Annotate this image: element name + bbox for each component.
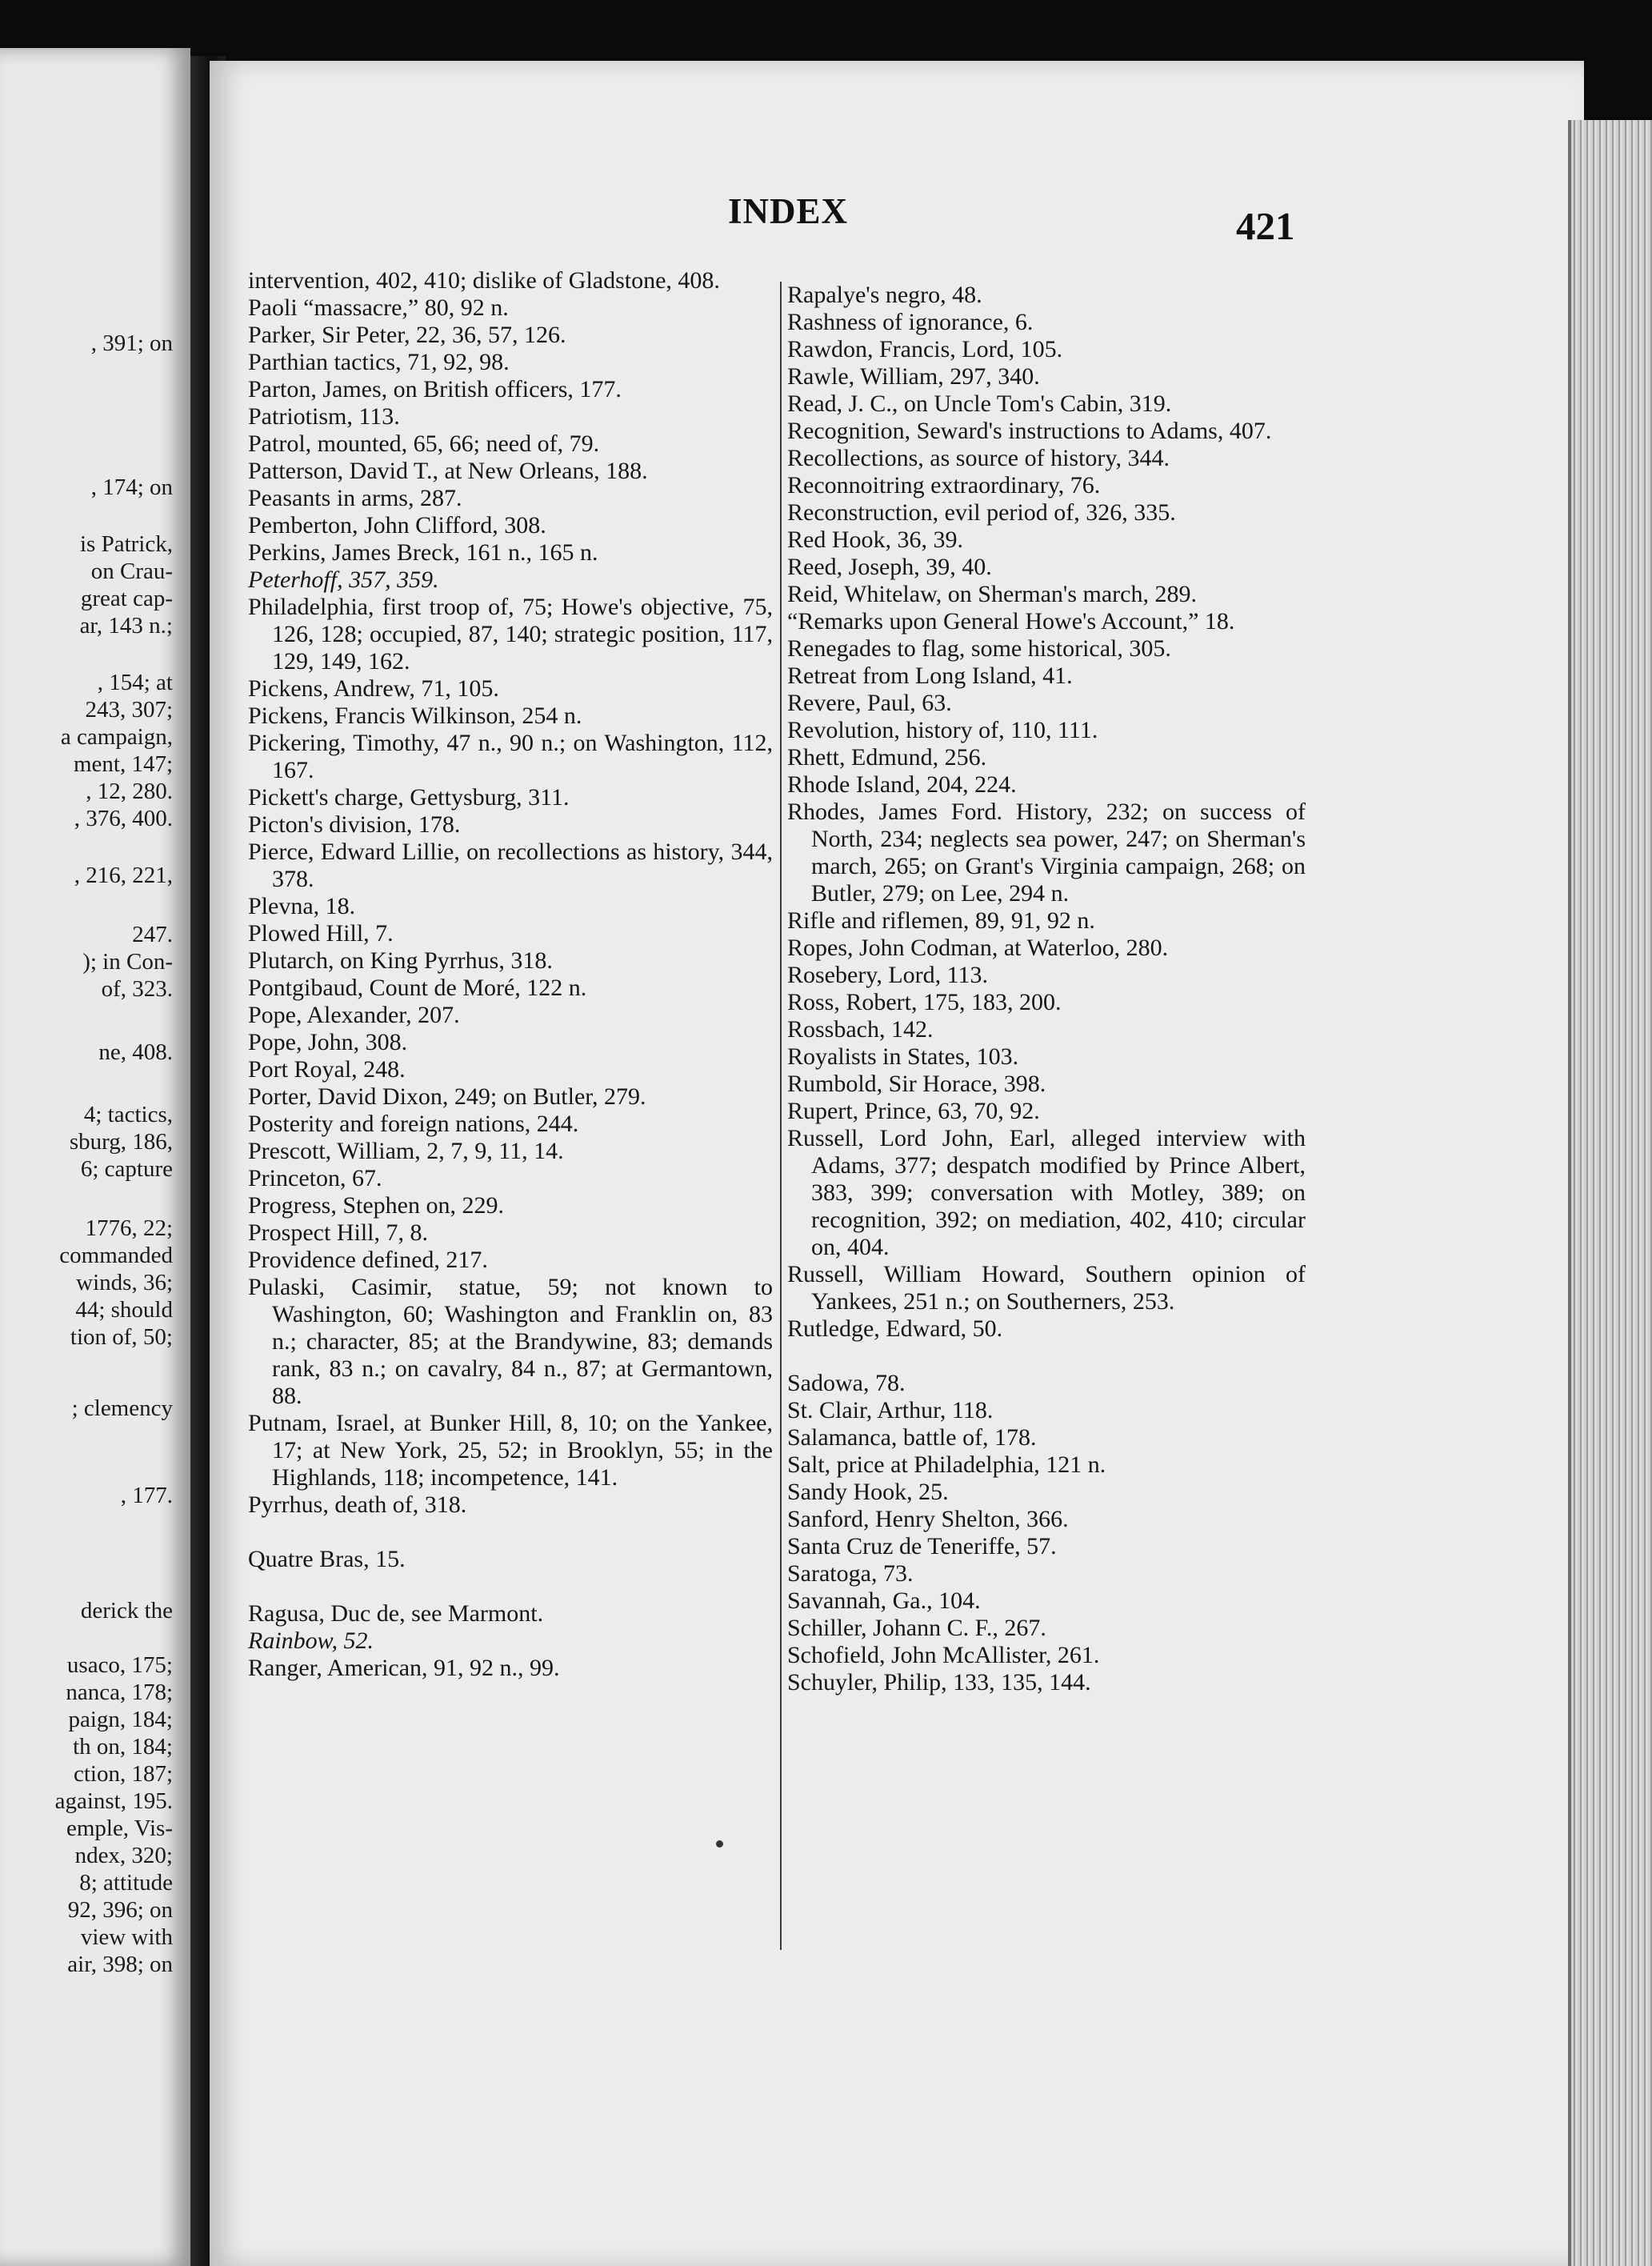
index-entry: Rifle and riflemen, 89, 91, 92 n. bbox=[787, 907, 1095, 934]
index-entry: Schiller, Johann C. F., 267. bbox=[787, 1615, 1046, 1641]
index-entry: Providence defined, 217. bbox=[248, 1247, 488, 1273]
facing-line: 8; attitude bbox=[79, 1870, 173, 1896]
index-entry: Quatre Bras, 15. bbox=[248, 1546, 406, 1572]
index-entry: Pickens, Francis Wilkinson, 254 n. bbox=[248, 703, 582, 729]
index-entry: Read, J. C., on Uncle Tom's Cabin, 319. bbox=[787, 390, 1172, 417]
index-entry: Pickett's charge, Gettysburg, 311. bbox=[248, 784, 570, 811]
facing-line: ); in Con- bbox=[82, 949, 173, 975]
index-entry: Porter, David Dixon, 249; on Butler, 279. bbox=[248, 1083, 646, 1110]
index-entry: Parton, James, on British officers, 177. bbox=[248, 376, 622, 402]
index-entry: Perkins, James Breck, 161 n., 165 n. bbox=[248, 539, 598, 566]
index-entry: Schofield, John McAllister, 261. bbox=[787, 1642, 1100, 1668]
facing-line: 92, 396; on bbox=[67, 1897, 173, 1923]
facing-line: tion of, 50; bbox=[70, 1324, 173, 1350]
facing-line: ment, 147; bbox=[73, 751, 173, 777]
facing-line: 6; capture bbox=[80, 1156, 173, 1182]
index-entry: Princeton, 67. bbox=[248, 1165, 382, 1191]
facing-line: th on, 184; bbox=[73, 1734, 173, 1760]
index-entry: Pickering, Timothy, 47 n., 90 n.; on Washington, 112, 167. bbox=[248, 730, 773, 783]
facing-line: paign, 184; bbox=[68, 1707, 173, 1732]
index-entry: Parker, Sir Peter, 22, 36, 57, 126. bbox=[248, 322, 566, 348]
index-entry: Russell, William Howard, Southern opinion of Yankees, 251 n.; on Southerners, 253. bbox=[787, 1261, 1306, 1315]
facing-line: , 391; on bbox=[90, 330, 173, 356]
index-entry: Port Royal, 248. bbox=[248, 1056, 406, 1083]
stray-mark bbox=[716, 1840, 723, 1848]
index-entry: Plevna, 18. bbox=[248, 893, 356, 919]
running-title: INDEX bbox=[728, 191, 849, 231]
facing-line: ndex, 320; bbox=[74, 1843, 173, 1868]
index-entry: Rhodes, James Ford. History, 232; on success of North, 234; neglects sea power, 247; on Sherman's march, 265; on Grant's Virginia campaign, 268; on Butler, 279; on Lee, 294 n. bbox=[787, 799, 1306, 907]
index-entry: Posterity and foreign nations, 244. bbox=[248, 1111, 579, 1137]
index-entry: Patriotism, 113. bbox=[248, 403, 400, 430]
facing-line: 44; should bbox=[75, 1297, 173, 1323]
index-entry: Parthian tactics, 71, 92, 98. bbox=[248, 349, 510, 375]
facing-line: air, 398; on bbox=[67, 1952, 173, 1977]
index-entry: Pyrrhus, death of, 318. bbox=[248, 1491, 467, 1518]
index-entry: Prescott, William, 2, 7, 9, 11, 14. bbox=[248, 1138, 564, 1164]
index-entry: Pontgibaud, Count de Moré, 122 n. bbox=[248, 975, 587, 1001]
facing-line: a campaign, bbox=[60, 724, 173, 750]
facing-line: 243, 307; bbox=[85, 697, 173, 723]
facing-line: , 12, 280. bbox=[86, 779, 173, 804]
facing-line: , 177. bbox=[120, 1483, 173, 1508]
index-entry: Red Hook, 36, 39. bbox=[787, 526, 963, 553]
page-number: 421 bbox=[1236, 204, 1295, 248]
index-entry: Plutarch, on King Pyrrhus, 318. bbox=[248, 947, 553, 974]
index-entry: Ranger, American, 91, 92 n., 99. bbox=[248, 1655, 560, 1681]
facing-line: nanca, 178; bbox=[66, 1679, 173, 1705]
index-entry: Royalists in States, 103. bbox=[787, 1043, 1019, 1070]
index-entry: Rumbold, Sir Horace, 398. bbox=[787, 1071, 1046, 1097]
index-entry: Santa Cruz de Teneriffe, 57. bbox=[787, 1533, 1057, 1559]
index-entry: Rupert, Prince, 63, 70, 92. bbox=[787, 1098, 1040, 1124]
index-entry: Progress, Stephen on, 229. bbox=[248, 1192, 504, 1219]
facing-line: ; clemency bbox=[71, 1395, 173, 1421]
index-entry: Sadowa, 78. bbox=[787, 1370, 906, 1396]
facing-line: 247. bbox=[132, 922, 173, 947]
facing-line: is Patrick, bbox=[80, 531, 173, 557]
index-entry: Rainbow, 52. bbox=[248, 1627, 374, 1654]
index-column-left bbox=[248, 267, 773, 1682]
index-entry: Pulaski, Casimir, statue, 59; not known to Washington, 60; Washington and Franklin on, 83 n.; character, 85; at the Brandywine, 83; demands rank, 83 n.; on cavalry, 84 n., 87; at Germantown, 88. bbox=[248, 1274, 773, 1409]
facing-line: emple, Vis- bbox=[66, 1816, 173, 1841]
index-entry: “Remarks upon General Howe's Account,” 18. bbox=[787, 608, 1235, 635]
index-entry: Rhode Island, 204, 224. bbox=[787, 771, 1017, 798]
index-entry: Peterhoff, 357, 359. bbox=[248, 566, 439, 593]
index-column-right bbox=[773, 282, 1306, 1696]
index-entry: Revere, Paul, 63. bbox=[787, 690, 952, 716]
facing-line: usaco, 175; bbox=[66, 1652, 173, 1678]
index-entry: Reid, Whitelaw, on Sherman's march, 289. bbox=[787, 581, 1197, 607]
index-entry: Saratoga, 73. bbox=[787, 1560, 914, 1587]
index-entry: Schuyler, Philip, 133, 135, 144. bbox=[787, 1669, 1091, 1695]
facing-line: of, 323. bbox=[101, 976, 173, 1002]
index-entry: Recognition, Seward's instructions to Adams, 407. bbox=[787, 418, 1272, 444]
facing-line: sburg, 186, bbox=[69, 1129, 173, 1155]
facing-line: ar, 143 n.; bbox=[79, 613, 173, 639]
index-entry: Rapalye's negro, 48. bbox=[787, 282, 982, 308]
facing-page-fragment bbox=[0, 48, 190, 2266]
index-entry: Rossbach, 142. bbox=[787, 1016, 934, 1043]
facing-line: against, 195. bbox=[54, 1788, 173, 1814]
facing-line: ction, 187; bbox=[73, 1761, 173, 1787]
facing-line: , 154; at bbox=[97, 670, 173, 695]
index-entry: Picton's division, 178. bbox=[248, 811, 461, 838]
facing-line: ne, 408. bbox=[98, 1039, 173, 1065]
index-entry: Rashness of ignorance, 6. bbox=[787, 309, 1034, 335]
index-entry: Rawle, William, 297, 340. bbox=[787, 363, 1040, 390]
index-entry: Pickens, Andrew, 71, 105. bbox=[248, 675, 499, 702]
index-entry: Ragusa, Duc de, see Marmont. bbox=[248, 1600, 544, 1627]
index-entry: Salamanca, battle of, 178. bbox=[787, 1424, 1037, 1451]
index-entry: Reconstruction, evil period of, 326, 335. bbox=[787, 499, 1176, 526]
index-entry: Putnam, Israel, at Bunker Hill, 8, 10; on the Yankee, 17; at New York, 25, 52; in Brooklyn, 55; in the Highlands, 118; incompetence, 141. bbox=[248, 1410, 773, 1491]
index-entry: Renegades to flag, some historical, 305. bbox=[787, 635, 1171, 662]
page-edges bbox=[1568, 120, 1652, 2266]
facing-line: winds, 36; bbox=[76, 1270, 173, 1295]
index-entry: Peasants in arms, 287. bbox=[248, 485, 462, 511]
index-entry: Patterson, David T., at New Orleans, 188. bbox=[248, 458, 648, 484]
facing-line: 4; tactics, bbox=[83, 1102, 173, 1127]
index-entry: Paoli “massacre,” 80, 92 n. bbox=[248, 294, 509, 321]
index-entry: Rosebery, Lord, 113. bbox=[787, 962, 989, 988]
facing-line: view with bbox=[80, 1924, 173, 1950]
index-entry: Rutledge, Edward, 50. bbox=[787, 1315, 1003, 1342]
facing-line: , 174; on bbox=[90, 474, 173, 500]
facing-line: great cap- bbox=[80, 586, 173, 611]
facing-line: commanded bbox=[59, 1243, 173, 1268]
index-entry: Pope, John, 308. bbox=[248, 1029, 408, 1055]
index-entry: Sanford, Henry Shelton, 366. bbox=[787, 1506, 1069, 1532]
index-entry: Retreat from Long Island, 41. bbox=[787, 663, 1073, 689]
index-entry: St. Clair, Arthur, 118. bbox=[787, 1397, 994, 1423]
index-entry: Recollections, as source of history, 344. bbox=[787, 445, 1170, 471]
index-entry: intervention, 402, 410; dislike of Gladstone, 408. bbox=[248, 267, 720, 294]
facing-line: on Crau- bbox=[90, 558, 173, 584]
facing-line: derick the bbox=[80, 1598, 173, 1623]
facing-line: 1776, 22; bbox=[85, 1215, 173, 1241]
index-entry: Ropes, John Codman, at Waterloo, 280. bbox=[787, 935, 1169, 961]
facing-line: , 216, 221, bbox=[74, 863, 173, 888]
index-entry: Reed, Joseph, 39, 40. bbox=[787, 554, 992, 580]
facing-line: , 376, 400. bbox=[74, 806, 173, 831]
index-entry: Philadelphia, first troop of, 75; Howe's objective, 75, 126, 128; occupied, 87, 140; strategic position, 117, 129, 149, 162. bbox=[248, 594, 773, 675]
index-entry: Plowed Hill, 7. bbox=[248, 920, 394, 947]
index-entry: Salt, price at Philadelphia, 121 n. bbox=[787, 1451, 1106, 1478]
index-entry: Ross, Robert, 175, 183, 200. bbox=[787, 989, 1062, 1015]
index-entry: Pope, Alexander, 207. bbox=[248, 1002, 460, 1028]
index-entry: Prospect Hill, 7, 8. bbox=[248, 1219, 428, 1246]
index-entry: Revolution, history of, 110, 111. bbox=[787, 717, 1098, 743]
index-entry: Sandy Hook, 25. bbox=[787, 1479, 949, 1505]
index-entry: Rawdon, Francis, Lord, 105. bbox=[787, 336, 1063, 362]
index-entry: Savannah, Ga., 104. bbox=[787, 1587, 981, 1614]
index-entry: Reconnoitring extraordinary, 76. bbox=[787, 472, 1101, 498]
index-entry: Pemberton, John Clifford, 308. bbox=[248, 512, 546, 538]
index-entry: Russell, Lord John, Earl, alleged interview with Adams, 377; despatch modified by Prince Albert, 383, 399; conversation with Motley, 389; on recognition, 392; on mediation, 402, 410; circular on, 404. bbox=[787, 1125, 1306, 1260]
index-entry: Patrol, mounted, 65, 66; need of, 79. bbox=[248, 430, 600, 457]
index-entry: Rhett, Edmund, 256. bbox=[787, 744, 987, 771]
index-entry: Pierce, Edward Lillie, on recollections as history, 344, 378. bbox=[248, 839, 773, 892]
